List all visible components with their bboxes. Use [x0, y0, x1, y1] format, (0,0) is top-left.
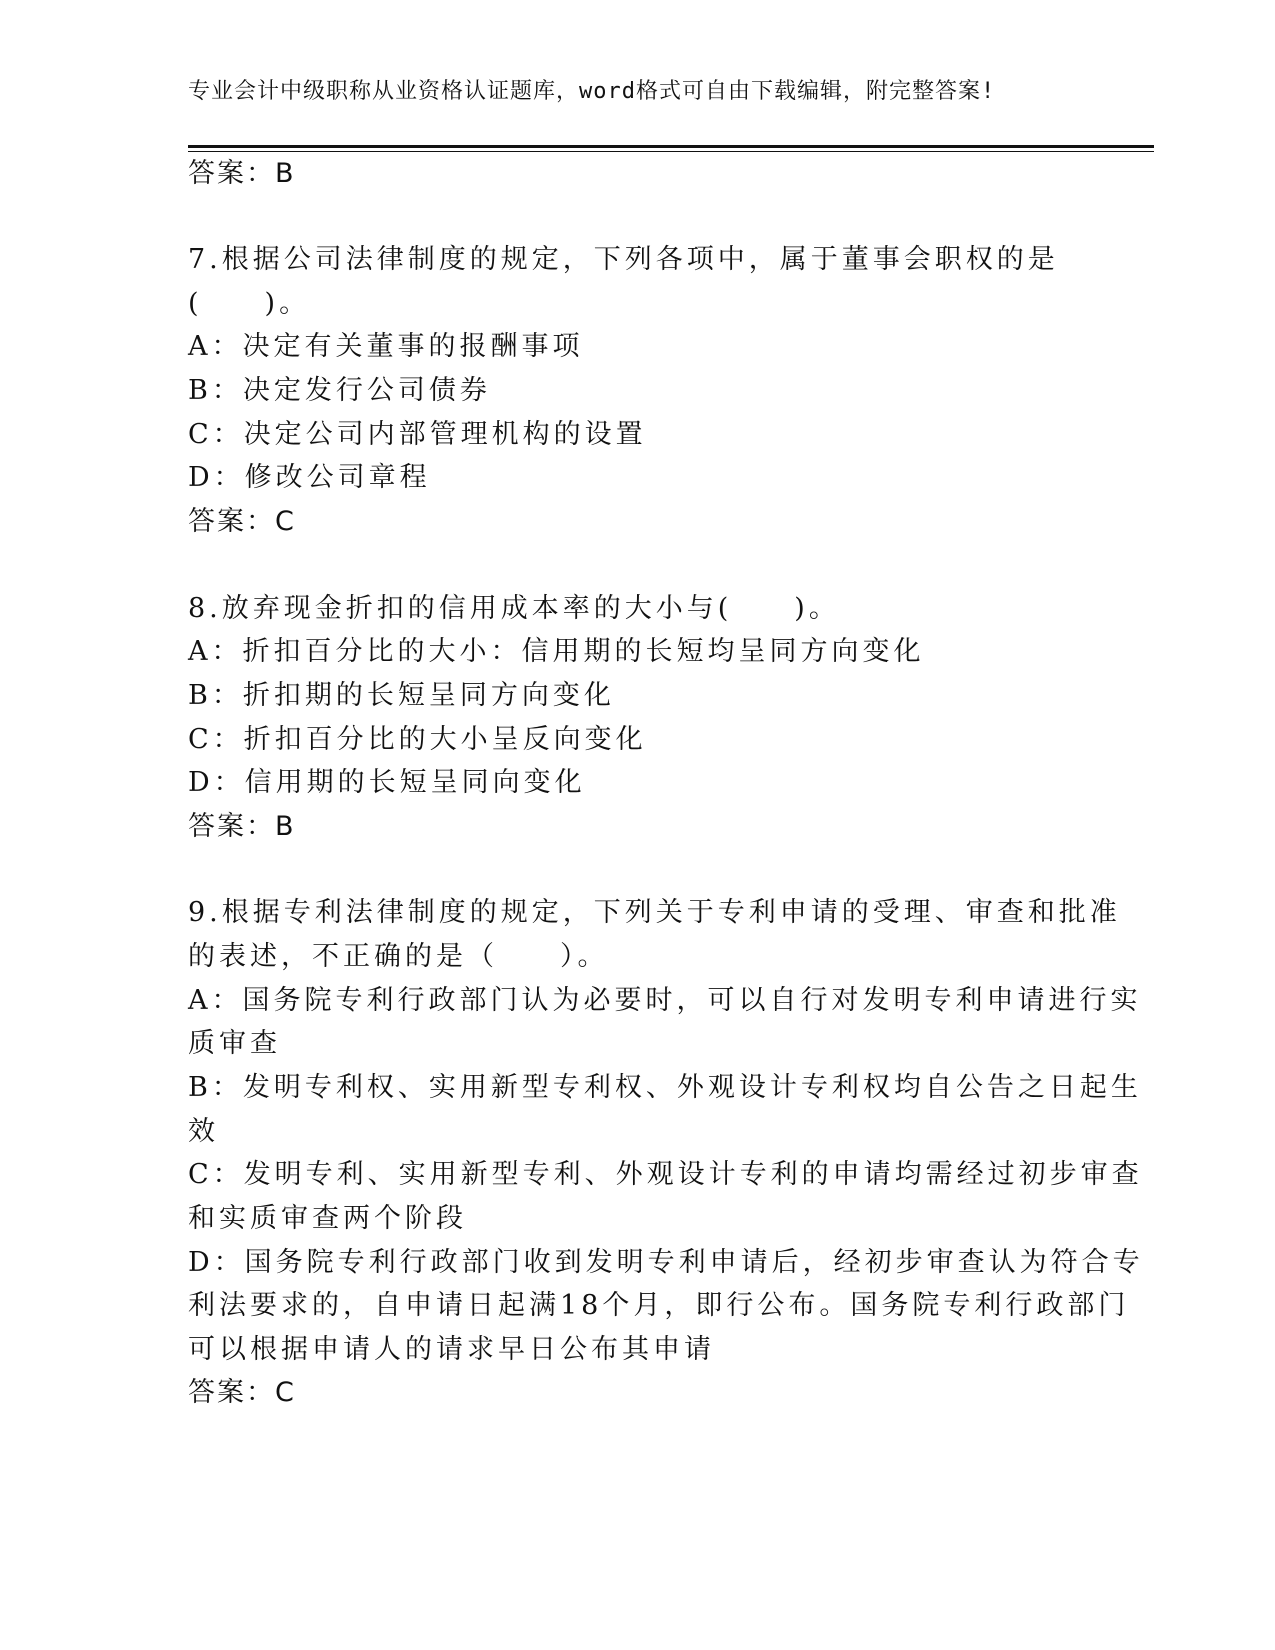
- answer-q6: 答案：B: [188, 158, 296, 189]
- answer-q8: 答案：B: [188, 811, 296, 842]
- answer-q9: 答案：C: [188, 1377, 296, 1408]
- option-a: A：折扣百分比的大小：信用期的长短均呈同方向变化: [188, 636, 925, 667]
- header-divider-thin: [188, 151, 1154, 152]
- option-d-cont: 利法要求的，自申请日起满18个月，即行公布。国务院专利行政部门: [188, 1290, 1130, 1321]
- option-a: A：国务院专利行政部门认为必要时，可以自行对发明专利申请进行实: [188, 985, 1142, 1016]
- option-a: A：决定有关董事的报酬事项: [188, 331, 584, 362]
- answer-q7: 答案：C: [188, 506, 296, 537]
- question-stem: 7.根据公司法律制度的规定，下列各项中，属于董事会职权的是: [188, 244, 1059, 275]
- option-d-cont: 可以根据申请人的请求早日公布其申请: [188, 1334, 715, 1365]
- header-divider-thick: [188, 145, 1154, 148]
- option-a-cont: 质审查: [188, 1028, 281, 1059]
- question-stem: 8.放弃现金折扣的信用成本率的大小与( )。: [188, 593, 840, 624]
- option-d: D：国务院专利行政部门收到发明专利申请后，经初步审查认为符合专: [188, 1247, 1144, 1278]
- option-c-cont: 和实质审查两个阶段: [188, 1203, 467, 1234]
- option-c: C：发明专利、实用新型专利、外观设计专利的申请均需经过初步审查: [188, 1159, 1143, 1190]
- question-stem: 的表述，不正确的是（ ）。: [188, 941, 609, 972]
- option-c: C：决定公司内部管理机构的设置: [188, 419, 647, 450]
- option-c: C：折扣百分比的大小呈反向变化: [188, 724, 647, 755]
- question-stem: 9.根据专利法律制度的规定，下列关于专利申请的受理、审查和批准: [188, 897, 1121, 928]
- option-b: B：决定发行公司债券: [188, 375, 491, 406]
- page-header: 专业会计中级职称从业资格认证题库，word格式可自由下载编辑，附完整答案!: [188, 79, 996, 104]
- option-b: B：发明专利权、实用新型专利权、外观设计专利权均自公告之日起生: [188, 1072, 1142, 1103]
- option-d: D：修改公司章程: [188, 462, 431, 493]
- question-stem: ( )。: [188, 288, 311, 319]
- option-b: B：折扣期的长短呈同方向变化: [188, 680, 615, 711]
- option-b-cont: 效: [188, 1116, 219, 1147]
- option-d: D：信用期的长短呈同向变化: [188, 767, 586, 798]
